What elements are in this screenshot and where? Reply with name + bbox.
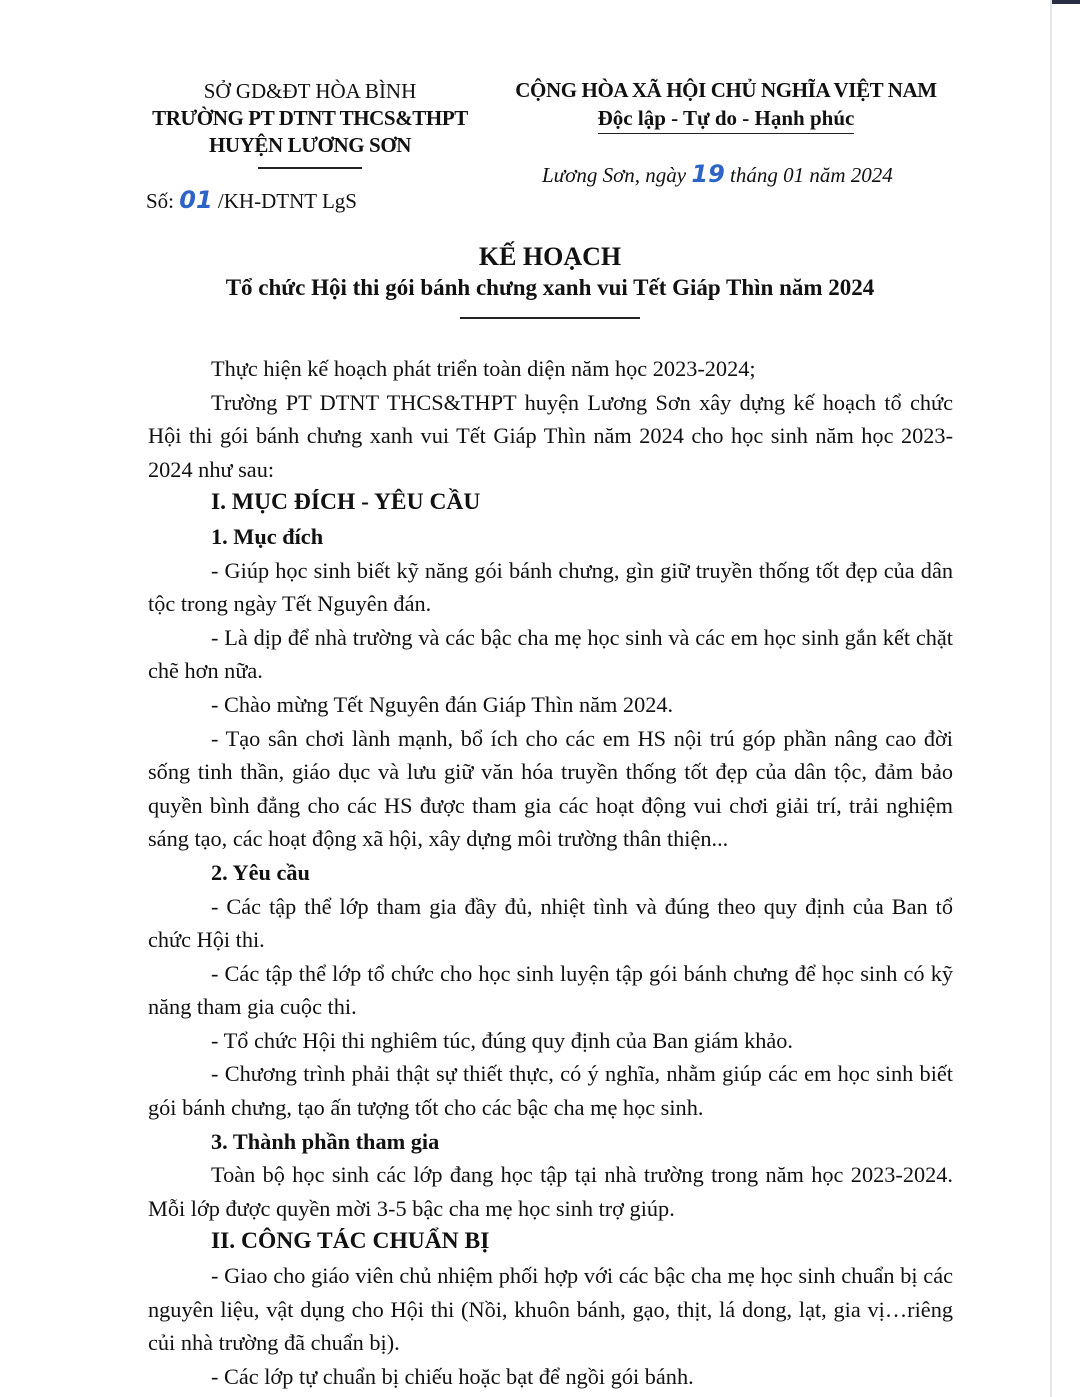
place-date-suffix: tháng 01 năm 2024 [730,163,893,187]
list-item: - Tổ chức Hội thi nghiêm túc, đúng quy định của Ban giám khảo. [211,1027,793,1053]
document-subtitle: Tổ chức Hội thi gói bánh chưng xanh vui Tết Giáp Thìn năm 2024 [225,275,875,300]
place-date [542,160,893,188]
document-title-block [150,241,950,319]
section-heading: II. CÔNG TÁC CHUẨN BỊ [211,1228,490,1255]
document-number [146,186,357,214]
document-number-prefix: Số: [146,189,175,213]
national-motto-header [488,76,964,134]
document-number-handwritten: 01 [179,186,213,214]
place-date-prefix: Lương Sơn, ngày [542,163,687,187]
place-date-day-handwritten: 19 [691,160,725,188]
list-item: - Các tập thể lớp tham gia đầy đủ, nhiệt tình và đúng theo quy định của Ban tổ chức Hội thi. [148,893,953,953]
motto: Độc lập - Tự do - Hạnh phúc [598,104,855,134]
list-item: - Chương trình phải thật sự thiết thực, có ý nghĩa, nhằm giúp các em học sinh biết gói bánh chưng, tạo ấn tượng tốt cho các bậc cha mẹ học sinh. [148,1061,953,1121]
scan-corner-mark [1052,0,1080,4]
subsection-heading: 3. Thành phần tham gia [211,1128,440,1154]
list-item: - Giúp học sinh biết kỹ năng gói bánh chưng, gìn giữ truyền thống tốt đẹp của dân tộc trong ngày Tết Nguyên đán. [148,557,953,617]
agency-line-3: HUYỆN LƯƠNG SƠN [208,133,412,157]
issuing-agency-header [120,78,500,169]
agency-underline [258,167,362,169]
document-body [148,352,953,1393]
list-item: - Giao cho giáo viên chủ nhiệm phối hợp với các bậc cha mẹ học sinh chuẩn bị các nguyên liệu, vật dụng cho Hội thi (Nồi, khuôn bánh, gạo, thịt, lá dong, lạt, gia vị…riêng củi nhà trường đã chuẩn bị). [148,1263,953,1356]
scan-page-edge [1050,0,1052,1397]
list-item: - Chào mừng Tết Nguyên đán Giáp Thìn năm 2024. [211,691,674,717]
title-underline [460,317,640,319]
subsection-heading: 1. Mục đích [211,523,324,549]
list-item: Toàn bộ học sinh các lớp đang học tập tại nhà trường trong năm học 2023-2024. Mỗi lớp được quyền mời 3-5 bậc cha mẹ học sinh trợ giúp. [148,1162,953,1221]
subsection-heading: 2. Yêu cầu [211,859,310,885]
agency-line-2: TRƯỜNG PT DTNT THCS&THPT [152,106,468,130]
list-item: - Các tập thể lớp tổ chức cho học sinh luyện tập gói bánh chưng để học sinh có kỹ năng tham gia cuộc thi. [148,960,953,1020]
intro-paragraph: Trường PT DTNT THCS&THPT huyện Lương Sơn xây dựng kế hoạch tổ chức Hội thi gói bánh chưng xanh vui Tết Giáp Thìn năm 2024 cho học sinh năm học 2023-2024 như sau: [148,389,953,482]
list-item: - Là dịp để nhà trường và các bậc cha mẹ học sinh và các em học sinh gắn kết chặt chẽ hơn nữa. [148,624,953,684]
document-number-suffix: /KH-DTNT LgS [217,189,357,213]
list-item: - Các lớp tự chuẩn bị chiếu hoặc bạt để ngồi gói bánh. [211,1363,694,1389]
intro-paragraph: Thực hiện kế hoạch phát triển toàn diện năm học 2023-2024; [211,356,756,381]
list-item: - Tạo sân chơi lành mạnh, bổ ích cho các em HS nội trú góp phần nâng cao đời sống tinh thần, giáo dục và lưu giữ văn hóa truyền thống tốt đẹp của dân tộc, đảm bảo quyền bình đẳng cho các HS được tham gia các hoạt động vui chơi giải trí, trải nghiệm sáng tạo, các hoạt động xã hội, xây dựng môi trường thân thiện... [148,725,953,852]
country-name: CỘNG HÒA XÃ HỘI CHỦ NGHĨA VIỆT NAM [515,78,937,102]
section-heading: I. MỤC ĐÍCH - YÊU CẦU [211,489,481,516]
document-title: KẾ HOẠCH [478,242,622,271]
agency-line-1: SỞ GD&ĐT HÒA BÌNH [203,79,417,103]
